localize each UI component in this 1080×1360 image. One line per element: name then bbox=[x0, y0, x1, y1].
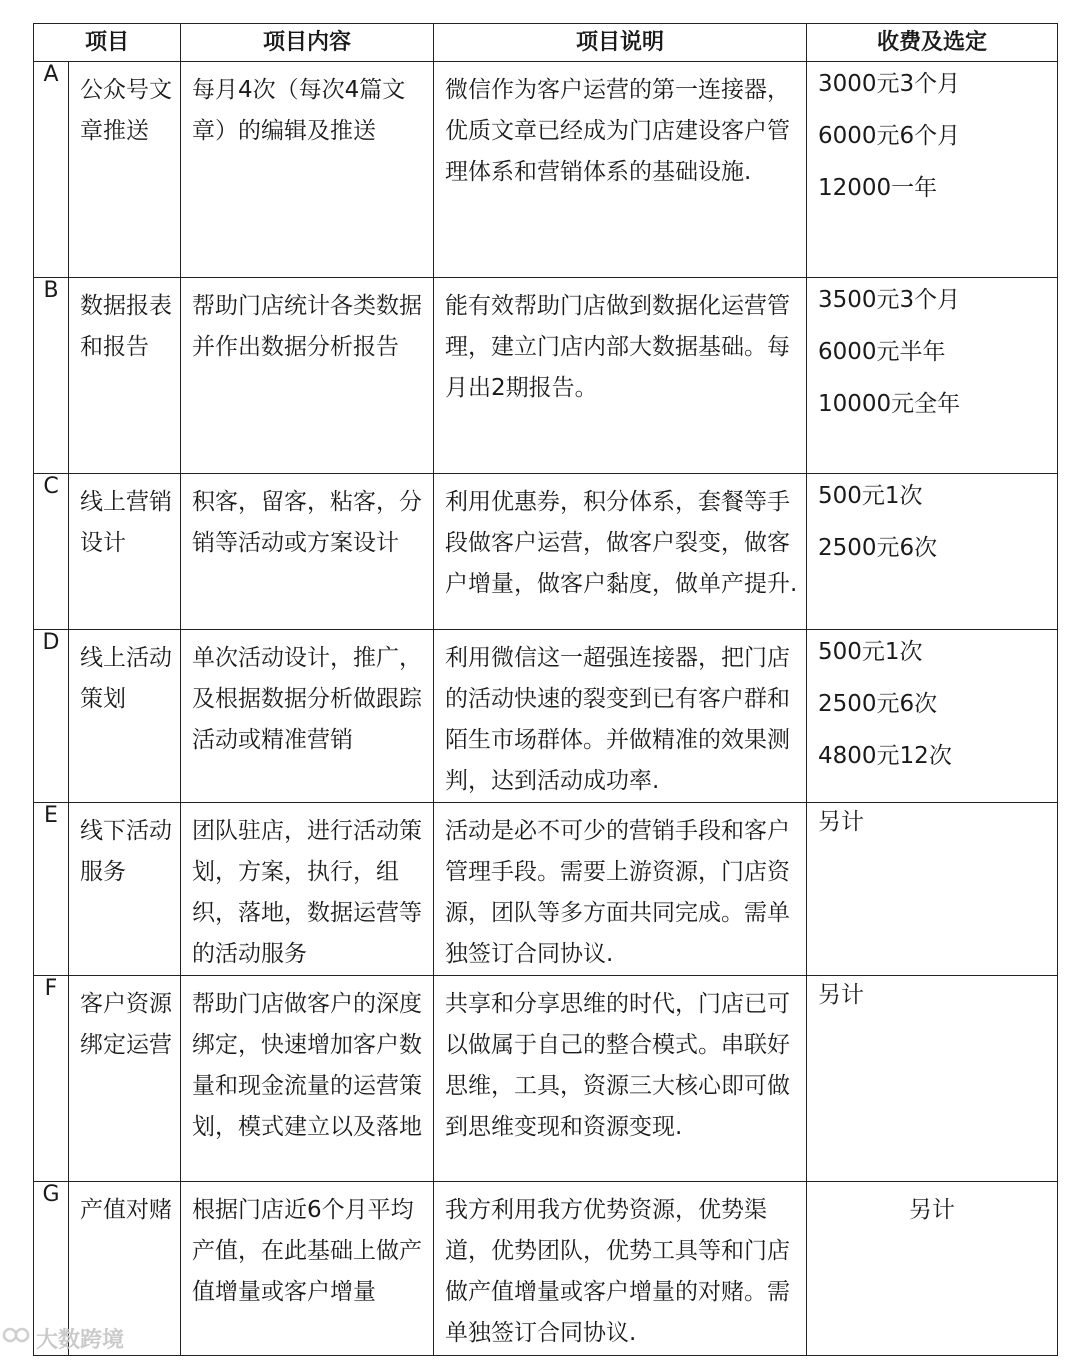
row-letter: C bbox=[34, 474, 69, 630]
row-name: 数据报表和报告 bbox=[69, 278, 181, 474]
row-content: 帮助门店做客户的深度绑定，快速增加客户数量和现金流量的运营策划，模式建立以及落地 bbox=[181, 976, 434, 1182]
row-content: 积客，留客，粘客，分销等活动或方案设计 bbox=[181, 474, 434, 630]
table-row-a bbox=[34, 62, 1058, 278]
row-content: 团队驻店，进行活动策划，方案，执行，组织，落地，数据运营等的活动服务 bbox=[181, 803, 434, 976]
row-fee-text: 另计 bbox=[807, 976, 1058, 1182]
fee-option: 6000元半年 bbox=[818, 339, 946, 365]
row-fees bbox=[807, 278, 1058, 474]
row-name: 线下活动服务 bbox=[69, 803, 181, 976]
fee-option: 12000一年 bbox=[818, 175, 938, 201]
table-row-e bbox=[34, 803, 1058, 976]
row-description: 我方利用我方优势资源，优势渠道，优势团队，优势工具等和门店做产值增量或客户增量的对赌。需单独签订合同协议. bbox=[434, 1182, 807, 1356]
row-content: 帮助门店统计各类数据并作出数据分析报告 bbox=[181, 278, 434, 474]
fee-option: 3000元3个月 bbox=[818, 71, 961, 97]
watermark-logo-icon bbox=[2, 1324, 32, 1352]
watermark-text: 大数跨境 bbox=[36, 1327, 125, 1353]
fee-option: 3500元3个月 bbox=[818, 287, 961, 313]
row-name: 产值对赌 bbox=[69, 1182, 181, 1356]
fee-option: 500元1次 bbox=[818, 483, 923, 509]
header-content: 项目内容 bbox=[181, 24, 434, 62]
row-letter: F bbox=[34, 976, 69, 1182]
row-description: 利用优惠券，积分体系，套餐等手段做客户运营，做客户裂变，做客户增量，做客户黏度，做单产提升. bbox=[434, 474, 807, 630]
row-content: 根据门店近6个月平均产值，在此基础上做产值增量或客户增量 bbox=[181, 1182, 434, 1356]
row-name: 线上营销设计 bbox=[69, 474, 181, 630]
row-fee-text: 另计 bbox=[807, 1182, 1058, 1356]
row-letter: D bbox=[34, 630, 69, 803]
row-fees bbox=[807, 630, 1058, 803]
row-content: 每月4次（每次4篇文章）的编辑及推送 bbox=[181, 62, 434, 278]
row-letter: A bbox=[34, 62, 69, 278]
watermark bbox=[2, 1322, 124, 1354]
row-letter: G bbox=[34, 1182, 69, 1356]
row-description: 活动是必不可少的营销手段和客户管理手段。需要上游资源，门店资源，团队等多方面共同完成。需单独签订合同协议. bbox=[434, 803, 807, 976]
row-description: 利用微信这一超强连接器，把门店的活动快速的裂变到已有客户群和陌生市场群体。并做精准的效果测判，达到活动成功率. bbox=[434, 630, 807, 803]
table-row-f bbox=[34, 976, 1058, 1182]
header-project: 项目 bbox=[34, 24, 181, 62]
row-description: 共享和分享思维的时代，门店已可以做属于自己的整合模式。串联好思维，工具，资源三大核心即可做到思维变现和资源变现. bbox=[434, 976, 807, 1182]
table-row-c bbox=[34, 474, 1058, 630]
fee-option: 10000元全年 bbox=[818, 391, 961, 417]
fee-option: 2500元6次 bbox=[818, 535, 938, 561]
row-fees bbox=[807, 474, 1058, 630]
row-description: 能有效帮助门店做到数据化运营管理，建立门店内部大数据基础。每月出2期报告。 bbox=[434, 278, 807, 474]
row-fee-text: 另计 bbox=[807, 803, 1058, 976]
fee-option: 2500元6次 bbox=[818, 691, 938, 717]
row-name: 线上活动策划 bbox=[69, 630, 181, 803]
table-row-g bbox=[34, 1182, 1058, 1356]
row-name: 公众号文章推送 bbox=[69, 62, 181, 278]
row-content: 单次活动设计，推广，及根据数据分析做跟踪活动或精准营销 bbox=[181, 630, 434, 803]
fee-option: 500元1次 bbox=[818, 639, 923, 665]
fee-option: 6000元6个月 bbox=[818, 123, 961, 149]
row-letter: E bbox=[34, 803, 69, 976]
header-description: 项目说明 bbox=[434, 24, 807, 62]
row-fees bbox=[807, 62, 1058, 278]
table-row-d bbox=[34, 630, 1058, 803]
fee-option: 4800元12次 bbox=[818, 743, 952, 769]
table-row-b bbox=[34, 278, 1058, 474]
header-fee: 收费及选定 bbox=[807, 24, 1058, 62]
row-description: 微信作为客户运营的第一连接器，优质文章已经成为门店建设客户管理体系和营销体系的基础设施. bbox=[434, 62, 807, 278]
service-pricing-table bbox=[33, 23, 1058, 1356]
row-letter: B bbox=[34, 278, 69, 474]
row-name: 客户资源绑定运营 bbox=[69, 976, 181, 1182]
